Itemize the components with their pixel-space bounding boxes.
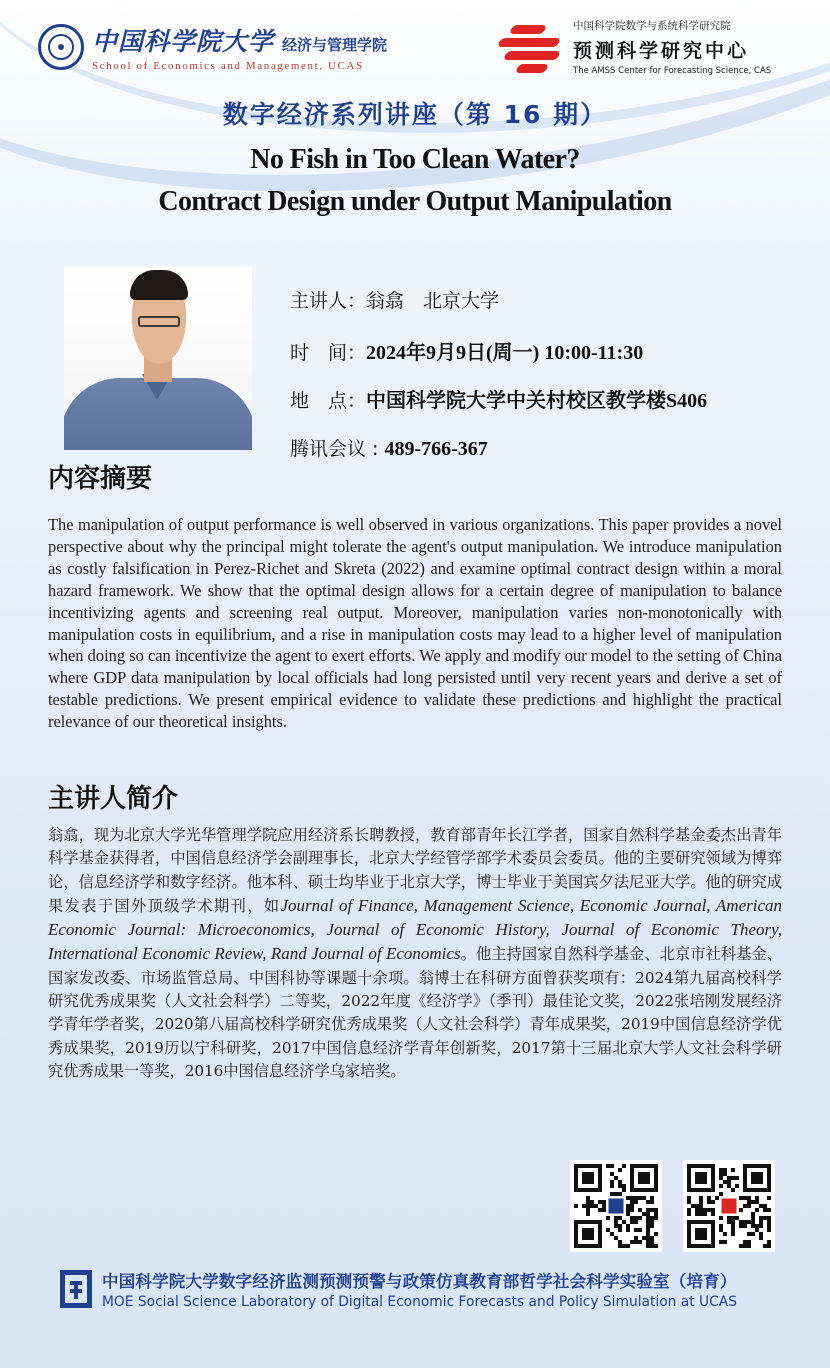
meeting-label: 腾讯会议 :: [290, 438, 385, 460]
speaker-bio: [48, 824, 782, 1083]
amss-parent-institute: 中国科学院数学与系统科学研究院: [573, 20, 731, 32]
qr-code-amss[interactable]: [683, 1160, 775, 1252]
speaker-label: 主讲人：: [290, 290, 367, 312]
bio-heading: 主讲人简介: [48, 784, 179, 814]
lecture-title-line1: No Fish in Too Clean Water?: [250, 144, 580, 175]
footer: [60, 1268, 737, 1310]
ucas-name: 中国科学院大学: [92, 27, 275, 56]
time-value: 2024年9月9日(周一) 10:00-11:30: [366, 342, 644, 364]
footer-lab-name-cn: 中国科学院大学数字经济监测预测预警与政策仿真教育部哲学社会科学实验室（培育）: [102, 1272, 737, 1291]
speaker-row: [290, 286, 499, 313]
amss-logo: [497, 18, 771, 76]
place-value: 中国科学院大学中关村校区教学楼S406: [366, 390, 708, 412]
bio-part2: 。他主持国家自然科学基金、北京市社科基金、国家发改委、市场监管总局、中国科协等课题十余项。翁博士在科研方面曾获奖项有：2024第九届高校科学研究优秀成果奖（人文社会科学）二等奖，2022年度《经济学》（季刊）最佳论文奖，2022张培刚发展经济学青年学者奖，2020第八届高校科学研究优秀成果奖（人文社会科学）青年成果奖，2019中国信息经济学优秀成果奖，2019历以宁科研奖，2017中国信息经济学青年创新奖，2017第十三届北京大学人文社会科学研究优秀成果一等奖，2016中国信息经济学乌家培奖。: [48, 945, 783, 1080]
bio-journals: Journal of Finance, Management Science, Economic Journal, American Economic Journal: Microeconomics, Journal of Economic History, Journal of Economic Theory, International Economic Review, Rand Journal of Economics: [48, 895, 782, 964]
ucas-school-name: 经济与管理学院: [282, 36, 388, 54]
time-label: 时 间：: [290, 342, 367, 364]
series-title: 数字经济系列讲座（第 16 期）: [222, 100, 608, 129]
speaker-value: 翁翕 北京大学: [366, 290, 500, 312]
abstract-text: The manipulation of output performance is well observed in various organizations. This paper provides a novel perspective about why the principal might tolerate the agent's output manipulation. We introduce manipulation as costly falsification in Perez-Richet and Skreta (2022) and examine optimal contract design within a moral hazard framework. We show that the optimal design allows for a certain degree of manipulation to balance incentivizing agents and screening real output. Moreover, manipulation varies non-monotonically with manipulation costs in equilibrium, and a rise in manipulation costs may lead to a higher level of manipulation when doing so can incentivize the agent to exert efforts. We apply and modify our model to the setting of China where GDP data manipulation by local officials had long persisted until very recent years and derive a set of testable predictions. We present empirical evidence to validate these predictions and highlight the practical relevance of our theoretical insights.: [48, 515, 782, 732]
meeting-id: 489-766-367: [384, 438, 488, 460]
speaker-photo: [64, 266, 252, 450]
meeting-row: [290, 434, 488, 461]
lab-logo-icon: [60, 1270, 92, 1308]
ucas-seal-icon: [38, 24, 84, 70]
bio-part1: 翁翕，现为北京大学光华管理学院应用经济系长聘教授，教育部青年长江学者，国家自然科学基金委杰出青年科学基金获得者，中国信息经济学会副理事长，北京大学经管学部学术委员会委员。他的主要研究领域为博弈论，信息经济学和数字经济。他本科、硕士均毕业于北京大学，博士毕业于美国宾夕法尼亚大学。他的研究成果发表于国外顶级学术期刊，如: [48, 826, 782, 915]
place-row: [290, 384, 707, 413]
amss-center-name: 预测科学研究中心: [573, 40, 750, 62]
qr-code-ucas[interactable]: [570, 1160, 662, 1252]
abstract-heading: 内容摘要: [48, 464, 153, 494]
ucas-logo: [38, 22, 387, 72]
place-label: 地 点：: [290, 390, 367, 412]
ucas-school-english: School of Economics and Management, UCAS: [92, 60, 364, 72]
footer-lab-name-en: MOE Social Science Laboratory of Digital Economic Forecasts and Policy Simulation at UCAS: [102, 1294, 737, 1310]
lecture-title-line2: Contract Design under Output Manipulation: [158, 186, 672, 217]
amss-center-english: The AMSS Center for Forecasting Science, CAS: [573, 66, 772, 76]
amss-mark-icon: [497, 19, 563, 75]
time-row: [290, 336, 643, 365]
